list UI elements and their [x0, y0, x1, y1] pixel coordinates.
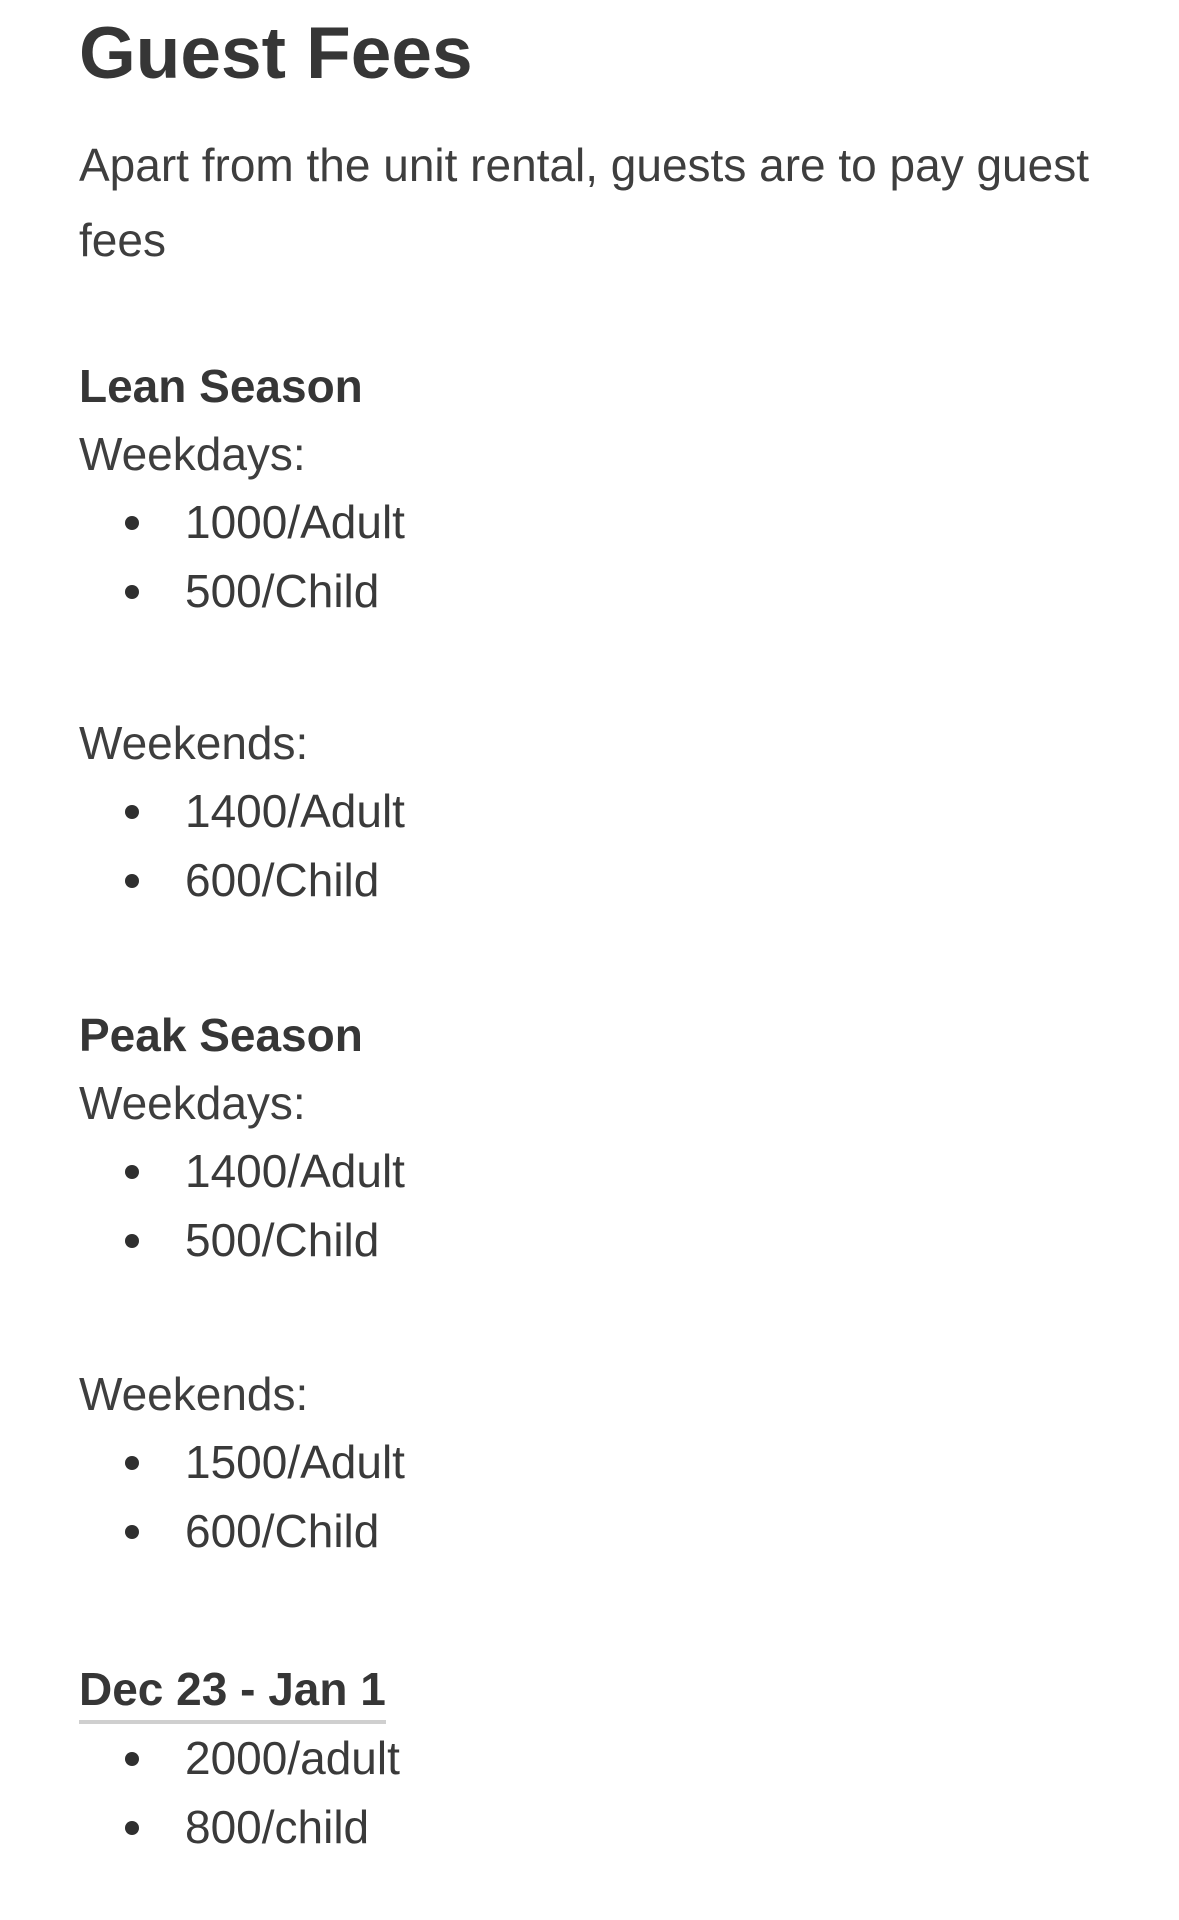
bullet-dot-icon — [125, 516, 139, 530]
holiday-list — [79, 1724, 1079, 1862]
lean-season-heading: Lean Season — [79, 360, 363, 412]
lean-weekdays-list — [79, 488, 1079, 626]
list-item — [79, 488, 1079, 557]
peak-season-heading: Peak Season — [79, 1009, 363, 1061]
list-item — [79, 1724, 1079, 1793]
page-title: Guest Fees — [79, 13, 473, 94]
list-item — [79, 1428, 1079, 1497]
peak-weekends-group — [79, 1360, 1079, 1566]
peak-season-section — [79, 1001, 1079, 1275]
peak-weekends-label: Weekends: — [79, 1368, 309, 1420]
list-item — [79, 1793, 1079, 1862]
bullet-dot-icon — [125, 1165, 139, 1179]
bullet-dot-icon — [125, 1456, 139, 1470]
list-item — [79, 777, 1079, 846]
bullet-dot-icon — [125, 1234, 139, 1248]
fee-text: 500/Child — [185, 565, 380, 617]
list-item — [79, 1206, 1079, 1275]
list-item — [79, 846, 1079, 915]
holiday-heading: Dec 23 - Jan 1 — [79, 1660, 386, 1724]
lean-weekdays-label: Weekdays: — [79, 428, 306, 480]
bullet-dot-icon — [125, 1752, 139, 1766]
bullet-dot-icon — [125, 874, 139, 888]
holiday-section — [79, 1660, 1079, 1862]
bullet-dot-icon — [125, 1821, 139, 1835]
peak-weekends-list — [79, 1428, 1079, 1566]
fee-text: 600/Child — [185, 854, 380, 906]
fee-text: 1400/Adult — [185, 1145, 405, 1197]
lean-weekends-label: Weekends: — [79, 717, 309, 769]
bullet-dot-icon — [125, 1525, 139, 1539]
fee-text: 1500/Adult — [185, 1436, 405, 1488]
lean-weekends-list — [79, 777, 1079, 915]
lean-season-section — [79, 352, 1079, 626]
bullet-dot-icon — [125, 585, 139, 599]
lean-weekends-group — [79, 709, 1079, 915]
intro-text: Apart from the unit rental, guests are to pay guest fees — [79, 139, 1090, 266]
fee-text: 600/Child — [185, 1505, 380, 1557]
list-item — [79, 1497, 1079, 1566]
list-item — [79, 1137, 1079, 1206]
fee-text: 1000/Adult — [185, 496, 405, 548]
peak-weekdays-label: Weekdays: — [79, 1077, 306, 1129]
bullet-dot-icon — [125, 805, 139, 819]
fee-text: 1400/Adult — [185, 785, 405, 837]
fee-text: 800/child — [185, 1801, 370, 1853]
peak-weekdays-list — [79, 1137, 1079, 1275]
fee-text: 500/Child — [185, 1214, 380, 1266]
list-item — [79, 557, 1079, 626]
fee-text: 2000/adult — [185, 1732, 400, 1784]
